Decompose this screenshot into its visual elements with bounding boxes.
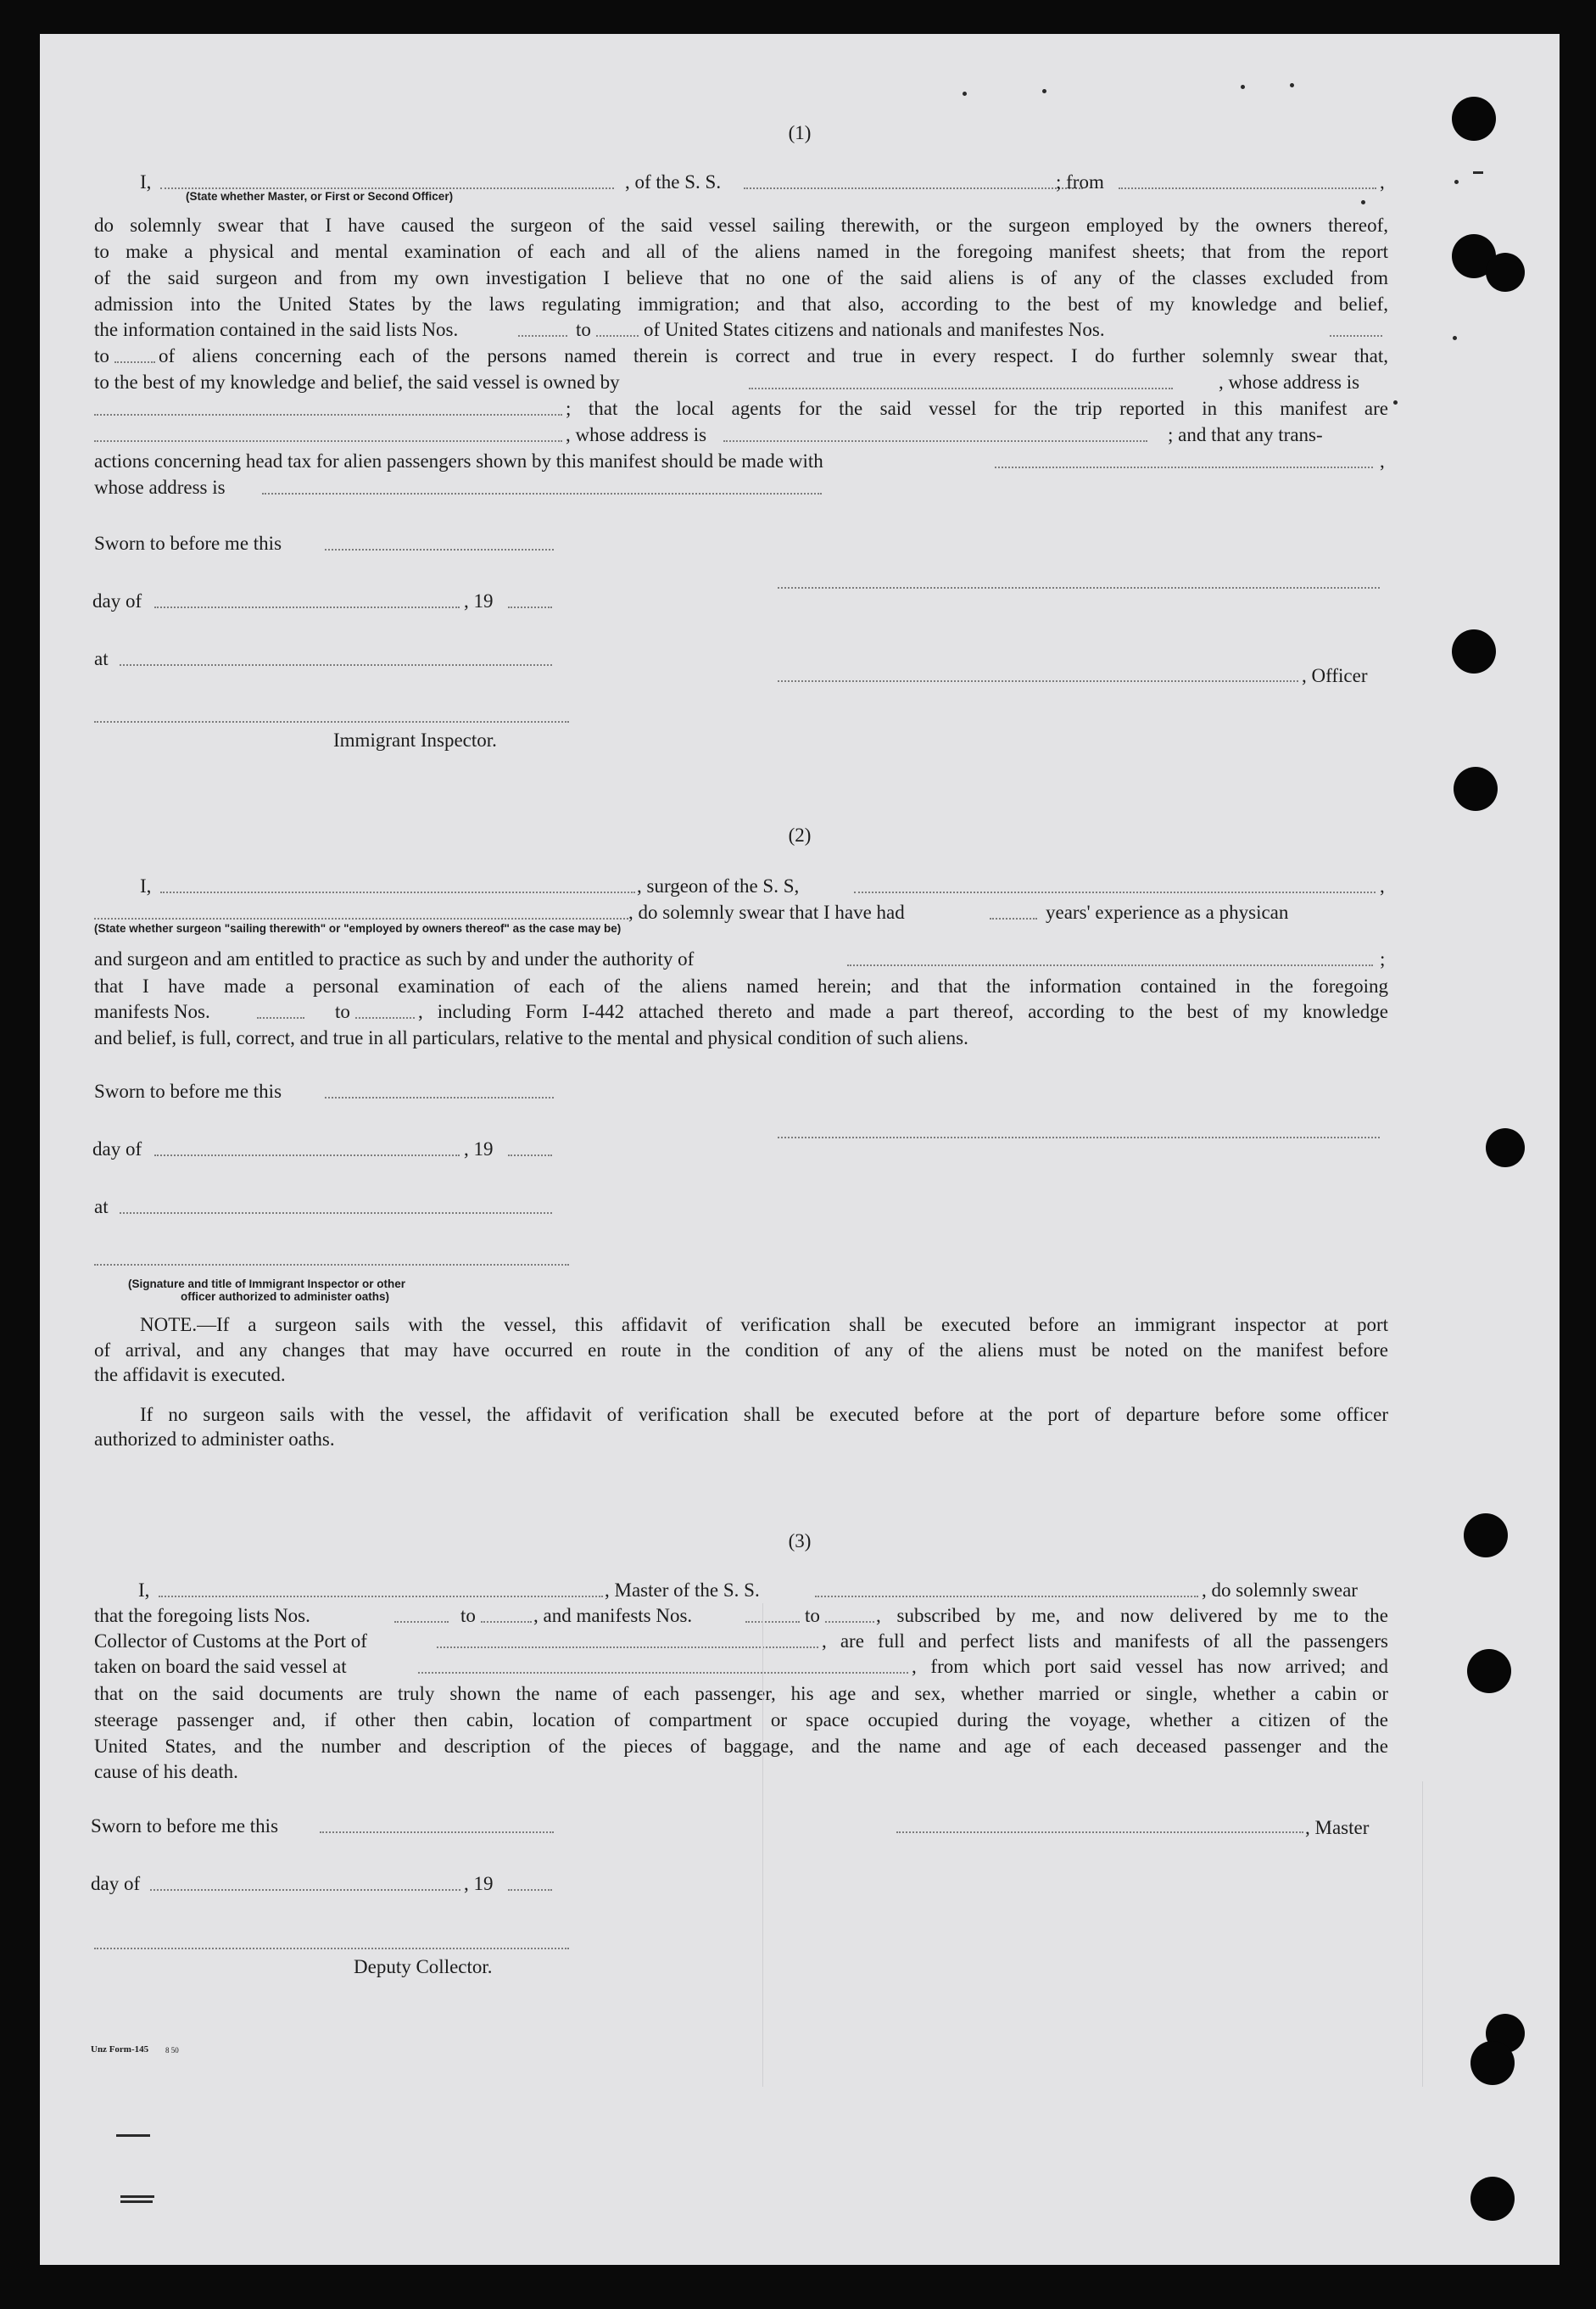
s1-l6-a: the information contained in the said lists Nos.	[94, 319, 459, 340]
s3-manifests-to-field[interactable]	[825, 1621, 874, 1623]
s1-l10-b: ; and that any trans-	[1168, 424, 1323, 445]
s2-l1-a: I,	[140, 875, 152, 897]
s1-vessel-name-field[interactable]	[744, 187, 1083, 189]
s2-year-field[interactable]	[508, 1154, 552, 1156]
note-line-5: authorized to administer oaths.	[94, 1428, 335, 1450]
s2-l5-b: to	[335, 1001, 350, 1022]
boarding-port-field[interactable]	[418, 1672, 908, 1674]
surgeon-signature-field[interactable]	[778, 1137, 1380, 1138]
s2-l1-c: ,	[1380, 875, 1385, 897]
speck	[1241, 85, 1245, 89]
s3-l4-b: , from which port said vessel has now arrived; and	[912, 1656, 1388, 1677]
s3-lists-to-field[interactable]	[481, 1621, 532, 1623]
section-2-number: (2)	[788, 825, 812, 846]
s2-year-label: , 19	[464, 1138, 494, 1160]
s1-year-label: , 19	[464, 590, 494, 612]
s1-inspector-signature-field[interactable]	[94, 721, 569, 723]
s3-sworn-label: Sworn to before me this	[91, 1815, 279, 1837]
local-agents-field[interactable]	[94, 440, 562, 442]
s3-vessel-name-field[interactable]	[815, 1596, 1198, 1597]
speck	[1361, 200, 1365, 204]
vessel-owner-field[interactable]	[749, 388, 1173, 389]
s3-l1-c: , do solemnly swear	[1202, 1579, 1358, 1601]
speck	[1290, 83, 1294, 87]
s3-l2-c: , and manifests Nos.	[533, 1605, 693, 1626]
speck	[1453, 336, 1457, 340]
s2-l5-c: , including Form I-442 attached thereto and made a part thereof, according to the best of my knowledge	[418, 1001, 1388, 1022]
s2-l3-b: ;	[1380, 948, 1386, 970]
s3-l1-a: I,	[138, 1579, 150, 1601]
s1-alien-manifest-from-field[interactable]	[1330, 335, 1382, 337]
s1-l1-a: I,	[140, 171, 152, 193]
s2-manifest-to-field[interactable]	[355, 1017, 415, 1019]
punch-hole	[1467, 1649, 1511, 1693]
surgeon-name-field[interactable]	[160, 892, 635, 893]
speck	[1042, 89, 1046, 93]
s1-l6-c: of United States citizens and nationals and manifestes Nos.	[644, 319, 1105, 340]
s3-l4-a: taken on board the said vessel at	[94, 1656, 347, 1677]
s3-l1-b: , Master of the S. S.	[605, 1579, 760, 1601]
s2-line-4: that I have made a personal examination of each of the aliens named herein; and that the information contained in the foregoing	[94, 976, 1388, 997]
s1-sworn-date-field[interactable]	[325, 549, 554, 551]
s3-l2-a: that the foregoing lists Nos.	[94, 1605, 310, 1626]
s2-line-6: and belief, is full, correct, and true in all particulars, relative to the mental and physical condition of such aliens.	[94, 1027, 968, 1048]
s1-l12-a: whose address is	[94, 477, 226, 498]
s1-l6-b: to	[576, 319, 591, 340]
note-line-1: NOTE.—If a surgeon sails with the vessel, this affidavit of verification shall be executed before an immigrant inspector at port	[140, 1314, 1388, 1335]
s3-month-field[interactable]	[150, 1889, 460, 1891]
s1-l8-a: to the best of my knowledge and belief, the said vessel is owned by	[94, 372, 620, 393]
mark	[1473, 171, 1483, 174]
from-port-field[interactable]	[1119, 187, 1376, 189]
s3-l3-a: Collector of Customs at the Port of	[94, 1630, 367, 1652]
punch-hole	[1470, 2177, 1515, 2221]
s3-master-label: , Master	[1305, 1817, 1370, 1838]
mark	[116, 2134, 150, 2137]
officer-rank-note: (State whether Master, or First or Second Officer)	[186, 190, 454, 203]
collector-signature-field[interactable]	[94, 1948, 569, 1949]
note-line-2: of arrival, and any changes that may have occurred en route in the condition of any of the aliens must be noted on the manifest before	[94, 1339, 1388, 1361]
speck	[1393, 400, 1398, 405]
s1-inspector-label: Immigrant Inspector.	[333, 730, 497, 751]
head-tax-address-field[interactable]	[262, 493, 822, 495]
s3-manifests-from-field[interactable]	[745, 1621, 800, 1623]
punch-hole	[1464, 1513, 1508, 1557]
s2-l5-a: manifests Nos.	[94, 1001, 210, 1022]
licensing-authority-field[interactable]	[847, 964, 1373, 966]
port-of-collector-field[interactable]	[437, 1646, 818, 1648]
mark	[120, 2200, 153, 2203]
s1-l8-b: , whose address is	[1219, 372, 1360, 393]
surgeon-status-field[interactable]	[94, 918, 628, 920]
s1-citizens-list-to-field[interactable]	[596, 335, 639, 337]
s1-day-of-label: day of	[92, 590, 142, 612]
s1-para-line-4: admission into the United States by the laws regulating immigration; and that also, according to the best of my knowledge and belief,	[94, 294, 1388, 315]
s1-citizens-list-from-field[interactable]	[518, 335, 567, 337]
form-page	[40, 34, 1560, 2265]
s2-manifest-from-field[interactable]	[257, 1017, 304, 1019]
s1-sworn-label: Sworn to before me this	[94, 533, 282, 554]
s1-l7-a: to	[94, 345, 109, 366]
surgeon-status-note: (State whether surgeon "sailing therewith" or "employed by owners thereof" as the case may be)	[94, 922, 622, 935]
s2-month-field[interactable]	[154, 1154, 460, 1156]
s3-l3-b: , are full and perfect lists and manifests of all the passengers	[822, 1630, 1388, 1652]
deputy-collector-label: Deputy Collector.	[354, 1956, 493, 1977]
s1-year-field[interactable]	[508, 607, 552, 608]
speck	[1454, 180, 1459, 184]
punch-hole	[1486, 253, 1525, 292]
signature-note-line-1: (Signature and title of Immigrant Inspector or other	[128, 1277, 406, 1290]
s3-lists-from-field[interactable]	[394, 1621, 449, 1623]
form-date: 8 50	[165, 2046, 179, 2055]
s3-year-label: , 19	[464, 1873, 494, 1894]
master-name-field[interactable]	[159, 1596, 603, 1597]
s2-vessel-name-field[interactable]	[854, 892, 1376, 893]
s1-l7-b: of aliens concerning each of the persons named therein is correct and true in every respect. I do further solemnly swear that,	[159, 345, 1388, 366]
s1-month-field[interactable]	[154, 607, 460, 608]
punch-hole	[1486, 1128, 1525, 1167]
s1-para-line-2: to make a physical and mental examination of each and all of the aliens named in the foregoing manifest sheets; that from the report	[94, 241, 1388, 262]
s1-at-label: at	[94, 648, 109, 669]
s1-l11-a: actions concerning head tax for alien passengers shown by this manifest should be made with	[94, 450, 823, 472]
section-3-number: (3)	[788, 1530, 812, 1551]
faint-rule-vertical	[762, 1603, 763, 2087]
master-signature-field[interactable]	[896, 1831, 1303, 1833]
s1-para-line-1: do solemnly swear that I have caused the surgeon of the said vessel sailing therewith, or the surgeon employed by the owners thereof,	[94, 215, 1388, 236]
owner-address-field[interactable]	[94, 414, 562, 416]
years-experience-field[interactable]	[990, 918, 1037, 920]
punch-hole	[1452, 97, 1496, 141]
s1-para-line-3: of the said surgeon and from my own investigation I believe that no one of the said aliens is of any of the classes excluded from	[94, 267, 1388, 288]
mark	[120, 2195, 154, 2198]
s3-l2-d: to	[805, 1605, 820, 1626]
punch-hole	[1470, 2041, 1515, 2085]
s3-line-8: cause of his death.	[94, 1761, 238, 1782]
s1-place-field[interactable]	[120, 664, 552, 666]
s3-year-field[interactable]	[508, 1889, 552, 1891]
s3-para-line-5: that on the said documents are truly shown the name of each passenger, his age and sex, whether married or single, whether a cabin or	[94, 1683, 1388, 1704]
signature-note-line-2: officer authorized to administer oaths)	[181, 1290, 390, 1303]
s1-l11-b: ,	[1380, 450, 1385, 472]
s1-l1-b: , of the S. S.	[625, 171, 722, 193]
s1-l1-c: ; from	[1056, 171, 1104, 193]
s1-l9-a: ; that the local agents for the said vessel for the trip reported in this manifest are	[566, 398, 1388, 419]
s3-para-line-7: United States, and the number and description of the pieces of baggage, and the name and age of each deceased passenger and the	[94, 1736, 1388, 1757]
agents-address-field[interactable]	[723, 440, 1147, 442]
form-number: Unz Form-145	[91, 2044, 149, 2055]
s1-officer-signature-field[interactable]	[778, 587, 1380, 589]
s2-l2-b: years' experience as a physican	[1046, 902, 1289, 923]
s2-l1-b: , surgeon of the S. S,	[637, 875, 800, 897]
s2-l2-a: , do solemnly swear that I have had	[628, 902, 905, 923]
s2-at-label: at	[94, 1196, 109, 1217]
note-line-4: If no surgeon sails with the vessel, the affidavit of verification shall be executed before at the port of departure before some officer	[140, 1404, 1388, 1425]
s2-place-field[interactable]	[120, 1212, 552, 1214]
officer-name-field[interactable]	[160, 187, 614, 189]
punch-hole	[1454, 767, 1498, 811]
s1-l1-d: ,	[1380, 171, 1385, 193]
s3-sworn-date-field[interactable]	[320, 1831, 554, 1833]
s1-l10-a: , whose address is	[566, 424, 707, 445]
s1-officer-title-field[interactable]	[778, 680, 1298, 682]
s3-l2-b: to	[460, 1605, 476, 1626]
head-tax-contact-field[interactable]	[995, 467, 1373, 468]
s2-sworn-label: Sworn to before me this	[94, 1081, 282, 1102]
s2-day-of-label: day of	[92, 1138, 142, 1160]
s1-alien-manifest-to-field[interactable]	[114, 361, 155, 363]
section-1-number: (1)	[788, 122, 812, 143]
s2-inspector-signature-field[interactable]	[94, 1264, 569, 1266]
s1-officer-label: , Officer	[1302, 665, 1368, 686]
faint-rule-vertical-right	[1422, 1781, 1423, 2087]
s3-para-line-6: steerage passenger and, if other then cabin, location of compartment or space occupied during the voyage, whether a citizen of the	[94, 1709, 1388, 1730]
s2-l3-a: and surgeon and am entitled to practice as such by and under the authority of	[94, 948, 695, 970]
s2-sworn-date-field[interactable]	[325, 1097, 554, 1099]
punch-hole	[1452, 629, 1496, 674]
note-line-3: the affidavit is executed.	[94, 1364, 286, 1385]
s3-l2-e: , subscribed by me, and now delivered by me to the	[876, 1605, 1388, 1626]
s3-day-of-label: day of	[91, 1873, 141, 1894]
speck	[963, 92, 967, 96]
